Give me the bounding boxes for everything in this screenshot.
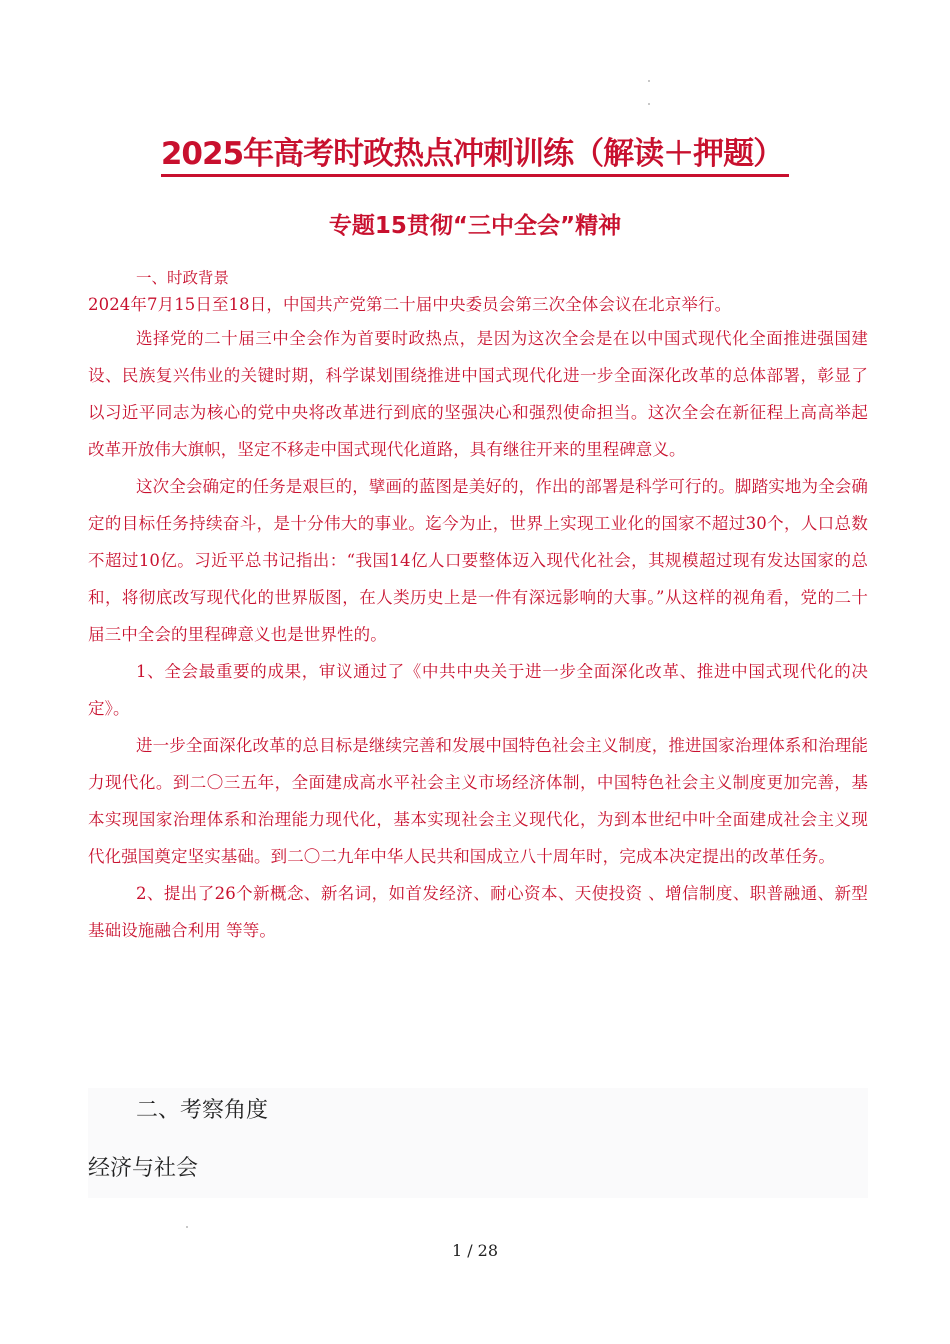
decorative-dot — [648, 80, 650, 82]
document-subtitle: 专题15贯彻“三中全会”精神 — [328, 213, 622, 239]
decorative-dot — [648, 103, 650, 105]
paragraph: 这次全会确定的任务是艰巨的，擘画的蓝图是美好的，作出的部署是科学可行的。脚踏实地为全会确定的目标任务持续奋斗，是十分伟大的事业。迄今为止，世界上实现工业化的国家不超过30个，人口总数不超过10亿。习近平总书记指出：“我国14亿人口要整体迈入现代化社会，其规模超过现有发达国家的总和，将彻底改写现代化的世界版图，在人类历史上是一件有深远影响的大事。”从这样的视角看，党的二十届三中全会的里程碑意义也是世界性的。 — [88, 477, 868, 644]
section-exam-angles — [88, 1088, 868, 1198]
title-text: 2025年高考时政热点冲刺训练（解读＋押题） — [161, 134, 789, 177]
paragraph: 1、全会最重要的成果，审议通过了《中共中央关于进一步全面深化改革、推进中国式现代化的决定》。 — [88, 662, 868, 718]
section-heading: 二、考察角度 — [136, 1098, 269, 1123]
section-heading: 一、时政背景 — [136, 269, 230, 287]
paragraph: 2024年7月15日至18日，中国共产党第二十届中央委员会第三次全体会议在北京举行。 — [88, 295, 732, 314]
document-title — [0, 134, 950, 177]
subsection-heading: 经济与社会 — [88, 1156, 199, 1181]
paragraph: 进一步全面深化改革的总目标是继续完善和发展中国特色社会主义制度，推进国家治理体系和治理能力现代化。到二〇三五年，全面建成高水平社会主义市场经济体制，中国特色社会主义制度更加完善，基本实现国家治理体系和治理能力现代化，基本实现社会主义现代化，为到本世纪中叶全面建成社会主义现代化强国奠定坚实基础。到二〇二九年中华人民共和国成立八十周年时，完成本决定提出的改革任务。 — [88, 736, 868, 866]
paragraph: 选择党的二十届三中全会作为首要时政热点，是因为这次全会是在以中国式现代化全面推进强国建设、民族复兴伟业的关键时期，科学谋划围绕推进中国式现代化进一步全面深化改革的总体部署，彰显了以习近平同志为核心的党中央将改革进行到底的坚强决心和强烈使命担当。这次全会在新征程上高高举起改革开放伟大旗帜，坚定不移走中国式现代化道路，具有继往开来的里程碑意义。 — [88, 329, 868, 459]
page-number: 1 / 28 — [451, 1241, 499, 1260]
decorative-dot — [186, 1226, 188, 1228]
section-background — [88, 266, 868, 949]
paragraph: 2、提出了26个新概念、新名词，如首发经济、耐心资本、天使投资 、增信制度、职普融通、新型基础设施融合利用 等等。 — [88, 884, 868, 940]
